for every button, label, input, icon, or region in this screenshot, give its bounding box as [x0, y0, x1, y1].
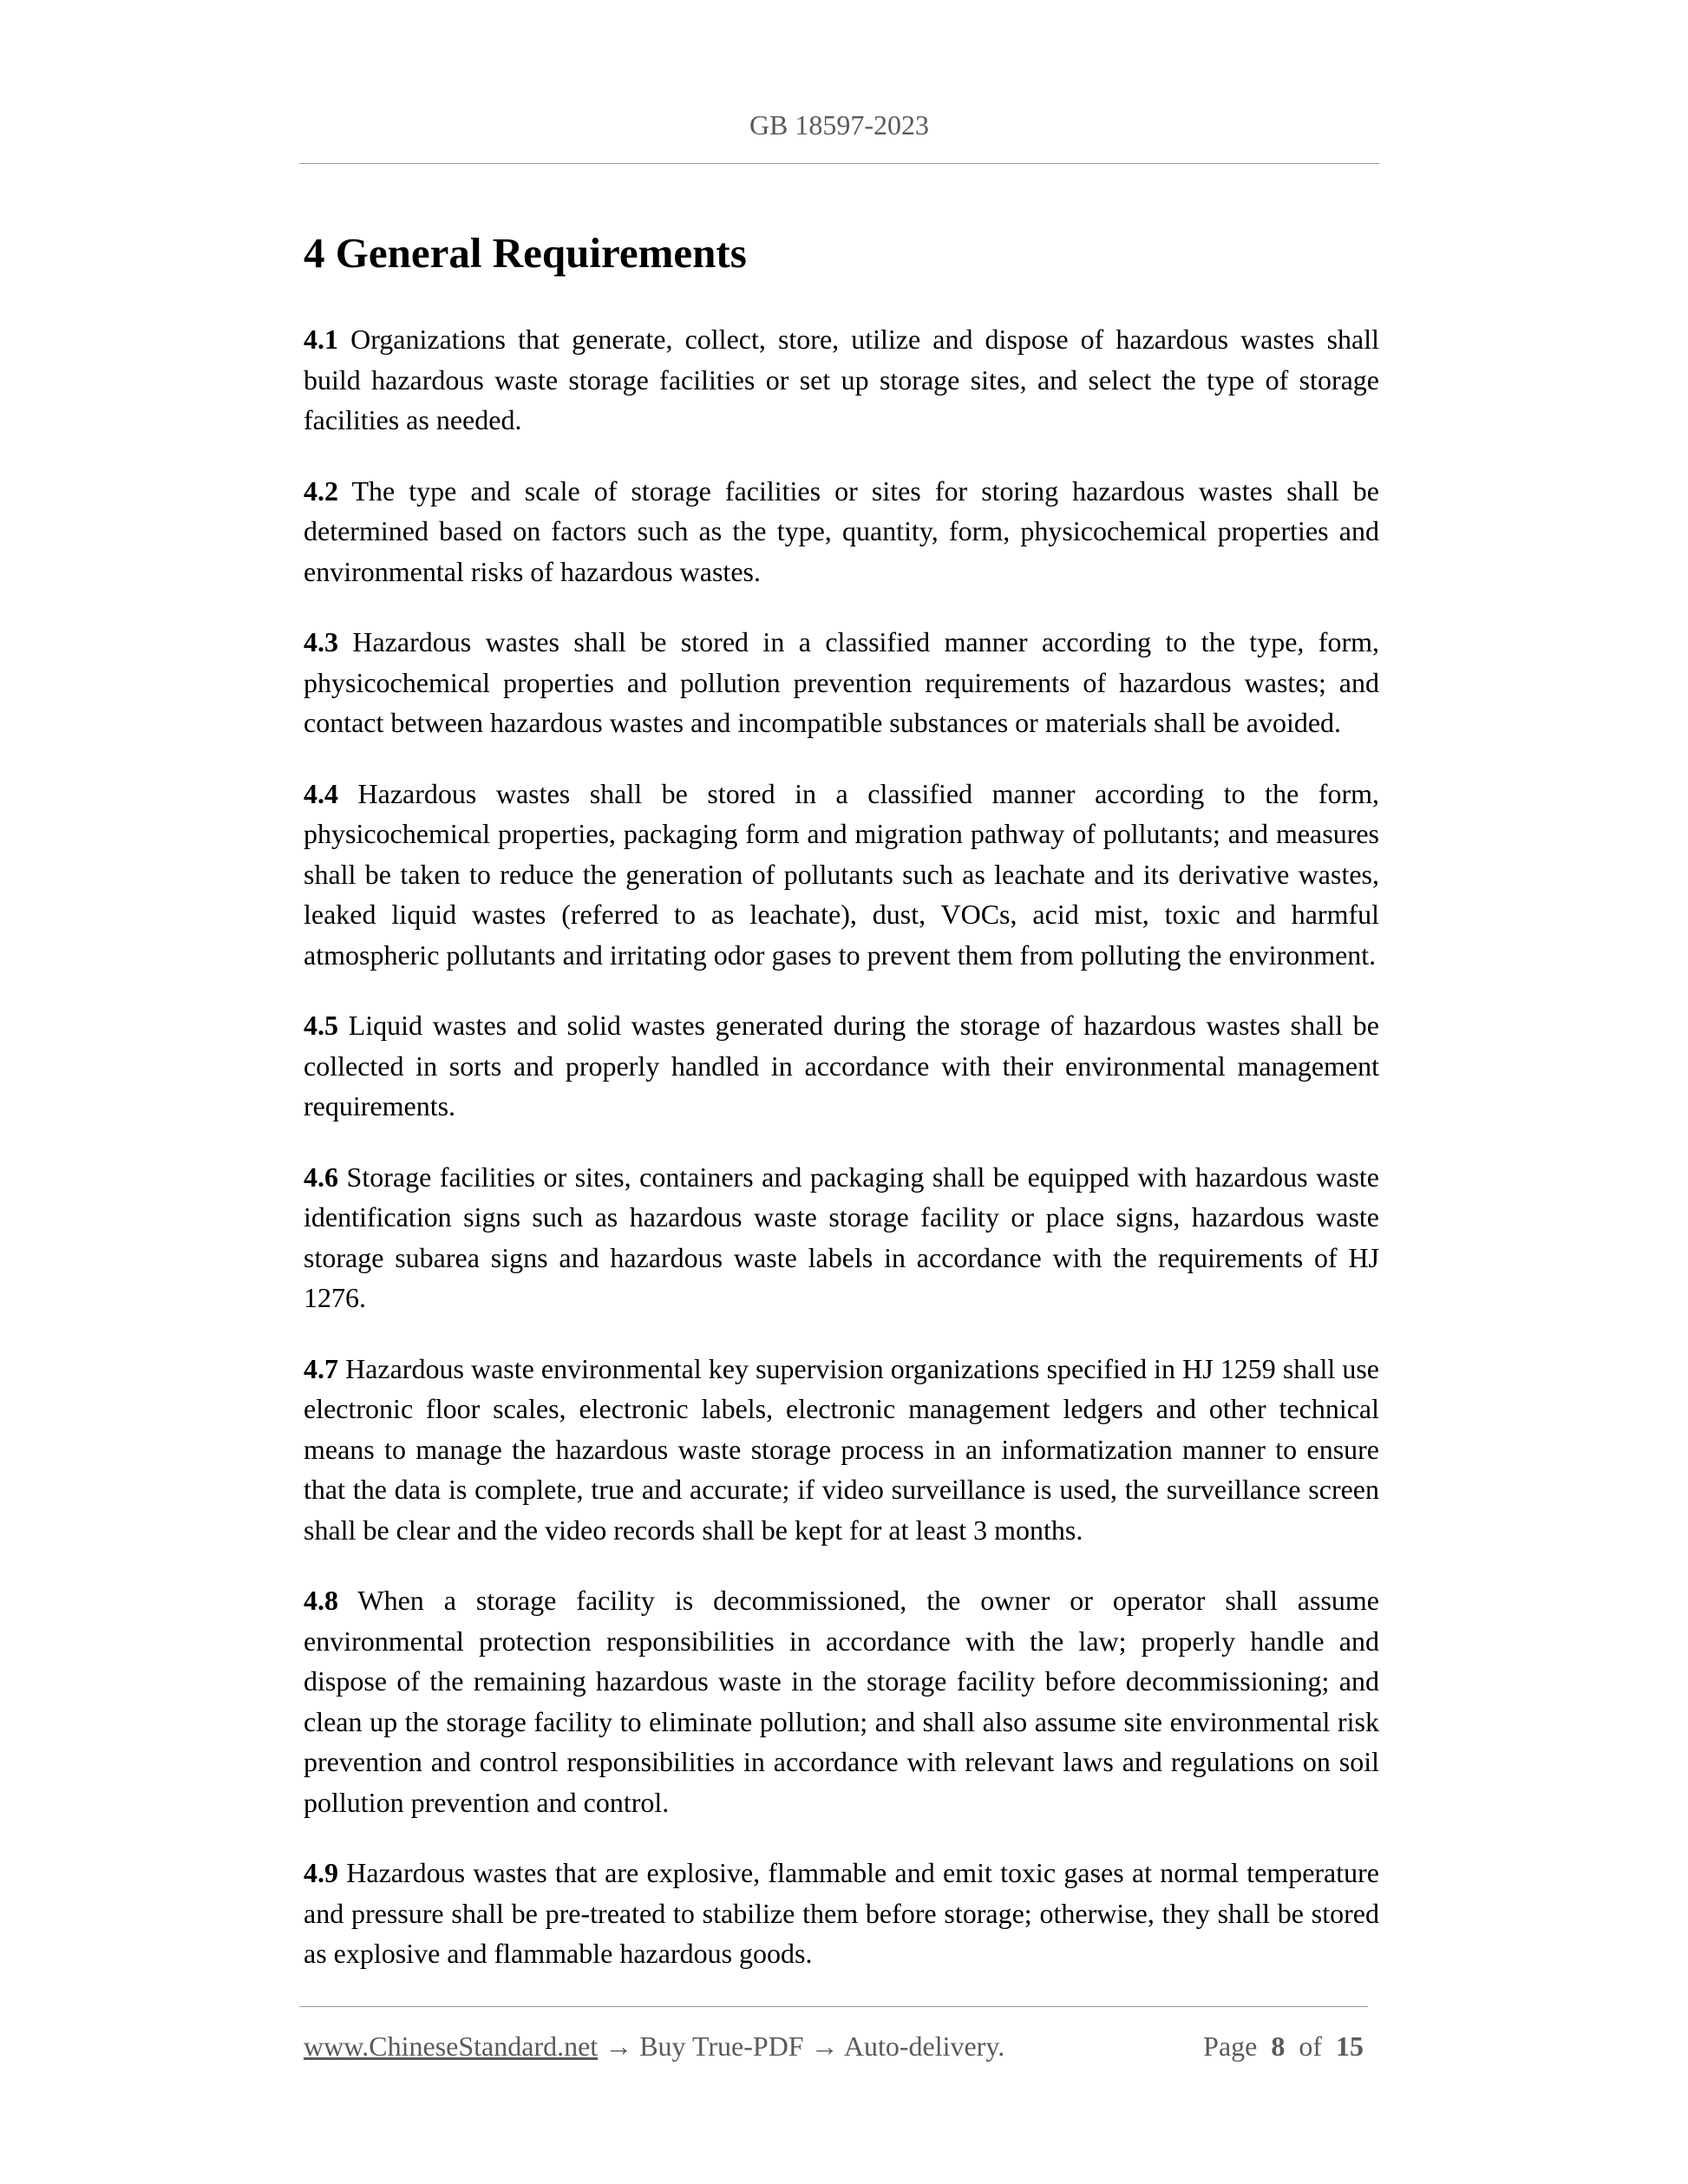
document-id: GB 18597-2023 — [749, 109, 930, 141]
promo-text: → Buy True-PDF → Auto-delivery. — [598, 2030, 1005, 2062]
footer-promo — [304, 2026, 1004, 2066]
footer-divider — [299, 2006, 1368, 2007]
clause-4-3 — [304, 622, 1379, 743]
clause-text: Hazardous wastes shall be stored in a classified manner according to the form, physicochemical properties, packaging form and migration pathway of pollutants; and measures shall be taken to reduce the generation of pollutants such as leachate and its derivative wastes, leaked liquid wastes (referred to as leachate), dust, VOCs, acid mist, toxic and harmful atmospheric pollutants and irritating odor gases to prevent them from polluting the environment. — [304, 777, 1379, 971]
clause-text: When a storage facility is decommissioned, the owner or operator shall assume environmental protection responsibilities in accordance with the law; properly handle and dispose of the remaining hazardous waste in the storage facility before decommissioning; and clean up the storage facility to eliminate pollution; and shall also assume site environmental risk prevention and control responsibilities in accordance with relevant laws and regulations on soil pollution prevention and control. — [304, 1585, 1379, 1818]
of-label: of — [1299, 2030, 1322, 2062]
document-footer — [304, 2026, 1369, 2066]
clause-4-7 — [304, 1349, 1379, 1551]
section-title: 4 General Requirements — [304, 229, 747, 277]
clause-number: 4.5 — [304, 1010, 338, 1041]
clause-number: 4.8 — [304, 1585, 338, 1616]
clause-text: The type and scale of storage facilities or sites for storing hazardous wastes shall be determined based on factors such as the type, quantity, form, physicochemical properties and environmental risks of hazardous wastes. — [304, 474, 1379, 587]
current-page-number: 8 — [1271, 2030, 1286, 2062]
page-body — [304, 227, 1379, 2004]
clause-4-4 — [304, 774, 1379, 976]
clause-number: 4.2 — [304, 474, 338, 507]
clause-number: 4.6 — [304, 1161, 338, 1193]
clause-4-6 — [304, 1157, 1379, 1318]
site-link[interactable]: www.ChineseStandard.net — [304, 2030, 599, 2062]
clause-4-1 — [304, 319, 1379, 441]
clause-number: 4.9 — [304, 1857, 338, 1888]
header-divider — [299, 163, 1379, 164]
total-page-number: 15 — [1336, 2030, 1364, 2062]
clause-text: Hazardous wastes that are explosive, flammable and emit toxic gases at normal temperature and pressure shall be pre-treated to stabilize them before storage; otherwise, they shall be stored as explosive and flammable hazardous goods. — [304, 1857, 1379, 1969]
page-label: Page — [1203, 2030, 1258, 2062]
clause-4-8 — [304, 1580, 1379, 1822]
clause-4-2 — [304, 471, 1379, 592]
clause-4-9 — [304, 1853, 1379, 1974]
clause-text: Liquid wastes and solid wastes generated during the storage of hazardous wastes shall be collected in sorts and properly handled in accordance with their environmental management requirements. — [304, 1010, 1379, 1121]
clause-number: 4.4 — [304, 777, 338, 809]
page-indicator — [1203, 2026, 1364, 2066]
clause-number: 4.3 — [304, 626, 338, 657]
clause-text: Storage facilities or sites, containers and packaging shall be equipped with hazardous waste identification signs such as hazardous waste storage facility or place signs, hazardous waste storage subarea signs and hazardous waste labels in accordance with the requirements of HJ 1276. — [304, 1161, 1379, 1313]
clause-number: 4.7 — [304, 1352, 338, 1384]
clause-text: Organizations that generate, collect, store, utilize and dispose of hazardous wastes shall build hazardous waste storage facilities or set up storage sites, and select the type of storage facilities as needed. — [304, 324, 1379, 435]
document-header — [299, 108, 1379, 142]
clause-text: Hazardous wastes shall be stored in a classified manner according to the type, form, physicochemical properties and pollution prevention requirements of hazardous wastes; and contact between hazardous wastes and incompatible substances or materials shall be avoided. — [304, 626, 1379, 738]
clause-text: Hazardous waste environmental key supervision organizations specified in HJ 1259 shall use electronic floor scales, electronic labels, electronic management ledgers and other technical means to manage the hazardous waste storage process in an informatization manner to ensure that the data is complete, true and accurate; if video surveillance is used, the surveillance screen shall be clear and the video records shall be kept for at least 3 months. — [304, 1352, 1379, 1546]
clause-number: 4.1 — [304, 324, 338, 355]
clause-4-5 — [304, 1005, 1379, 1127]
